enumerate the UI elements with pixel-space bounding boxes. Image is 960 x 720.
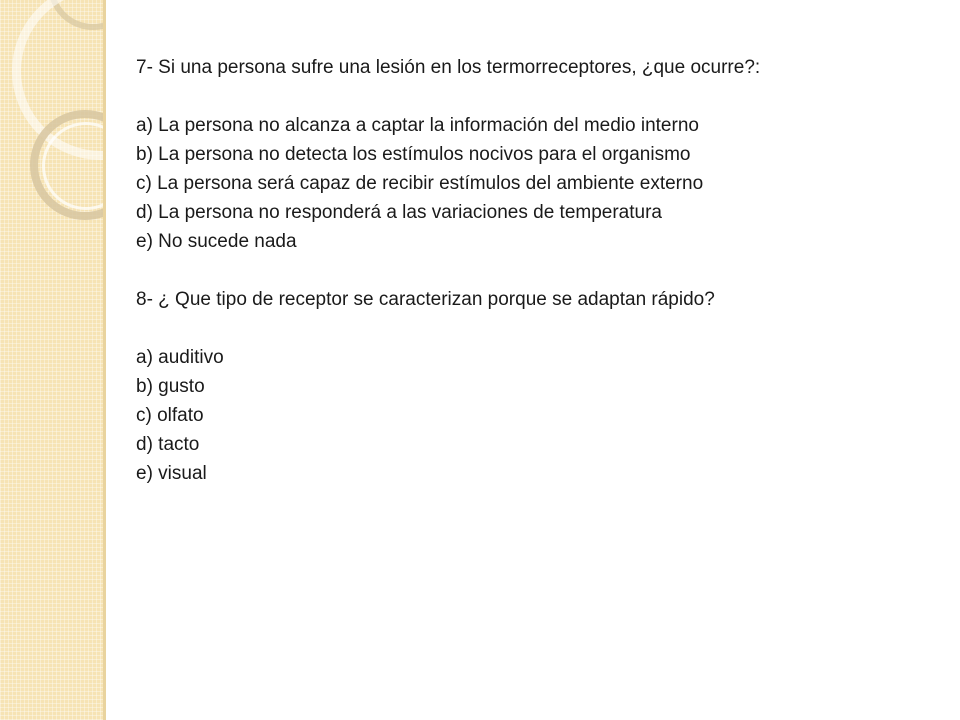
question-7 [136,53,936,256]
answer-option: d) tacto [136,434,200,455]
question-8 [136,285,936,488]
answer-option: b) La persona no detecta los estímulos nocivos para el organismo [136,144,691,165]
decorative-side-panel [0,0,106,720]
spacer [136,82,936,111]
answer-option: d) La persona no responderá a las variaciones de temperatura [136,202,662,223]
slide-content [136,53,936,488]
answer-option: a) auditivo [136,347,224,368]
answer-option: a) La persona no alcanza a captar la información del medio interno [136,115,699,136]
answer-option: e) No sucede nada [136,231,297,252]
spacer [136,256,936,285]
answer-option: c) La persona será capaz de recibir estímulos del ambiente externo [136,173,704,194]
answer-option: e) visual [136,463,207,484]
spacer [136,314,936,343]
answer-option: c) olfato [136,405,204,426]
question-prompt: 8- ¿ Que tipo de receptor se caracterizan porque se adaptan rápido? [136,289,715,310]
question-prompt: 7- Si una persona sufre una lesión en los termorreceptores, ¿que ocurre?: [136,57,761,78]
answer-option: b) gusto [136,376,205,397]
